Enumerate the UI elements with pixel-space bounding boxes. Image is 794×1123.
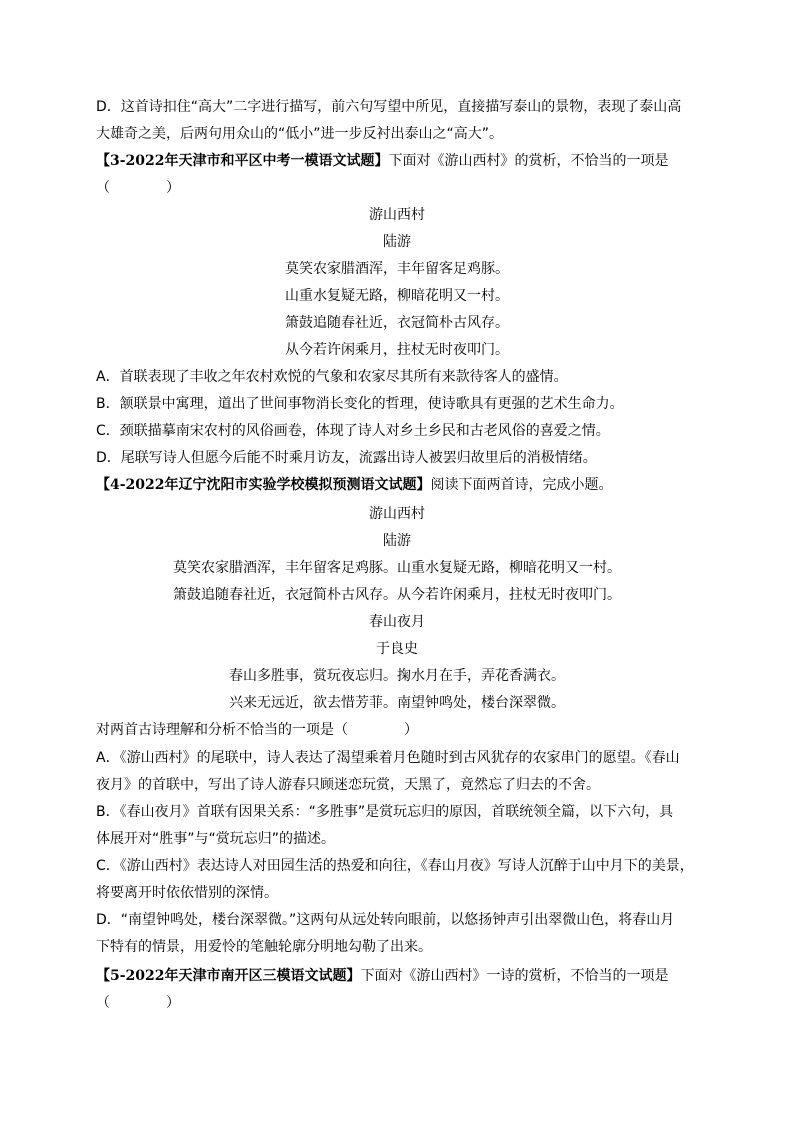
poem2-author: 于良史 (376, 641, 418, 657)
q4-prompt: 阅读下面两首诗，完成小题。 (430, 477, 613, 493)
q5-prompt: 下面对《游山西村》一诗的赏析，不恰当的一项是 (360, 968, 669, 984)
q3-option-a: A．首联表现了丰收之年农村欢悦的气象和农家尽其所有来款待客人的盛情。 (96, 369, 568, 385)
q3-answer-blank: （ ） (96, 180, 180, 196)
q2-option-d-line-2: 大雄奇之美，后两句用众山的“低小”进一步反衬出泰山之“高大”。 (96, 126, 504, 142)
q4-option-a-line-1: A．《游山西村》的尾联中，诗人表达了渴望乘着月色随时到古风犹存的农家串门的愿望。《春山 (96, 750, 680, 766)
q4-option-b-line-1: B．《春山夜月》首联有因果关系：“多胜事”是赏玩忘归的原因，首联统领全篇，以下六句，具 (96, 804, 674, 820)
q4-source-label: 【4-2022年辽宁沈阳市实验学校模拟预测语文试题】 (96, 477, 431, 493)
poem-line: 莫笑农家腊酒浑，丰年留客足鸡豚。 (285, 261, 509, 277)
poem-title: 游山西村 (369, 207, 425, 223)
poem1-line: 箫鼓追随春社近，衣冠简朴古风存。从今若许闲乘月，拄杖无时夜叩门。 (173, 587, 621, 603)
poem2-title: 春山夜月 (369, 614, 425, 630)
q5-source-label: 【5-2022年天津市南开区三模语文试题】 (96, 968, 361, 984)
q3-option-d: D．尾联写诗人但愿今后能不时乘月访友，流露出诗人被罢归故里后的消极情绪。 (96, 450, 597, 466)
q4-question: 对两首古诗理解和分析不恰当的一项是（ ） (96, 722, 418, 738)
poem2-line: 兴来无远近，欲去惜芳菲。南望钟鸣处，楼台深翠微。 (229, 695, 565, 711)
q3-source-label: 【3-2022年天津市和平区中考一模语文试题】 (96, 153, 389, 169)
poem-line: 山重水复疑无路，柳暗花明又一村。 (285, 288, 509, 304)
q3-header (96, 151, 669, 171)
q2-option-d-line-1: D．这首诗扣住“高大”二字进行描写，前六句写望中所见，直接描写泰山的景物，表现了泰山高 (96, 99, 682, 115)
poem1-author: 陆游 (383, 533, 411, 549)
q4-option-d-line-1: D．“南望钟鸣处，楼台深翠微。”这两句从远处转向眼前，以悠扬钟声引出翠微山色，将春山月 (96, 912, 675, 928)
q4-option-c-line-2: 将要离开时依依惜别的深情。 (96, 885, 278, 901)
q4-option-d-line-2: 下特有的情景，用爱怜的笔触轮廓分明地勾勒了出来。 (96, 939, 432, 955)
q5-header (96, 966, 669, 986)
q4-header (96, 475, 613, 495)
q5-answer-blank: （ ） (96, 995, 180, 1011)
q3-prompt: 下面对《游山西村》的赏析，不恰当的一项是 (388, 153, 669, 169)
q4-option-b-line-2: 体展开对“胜事”与“赏玩忘归”的描述。 (96, 831, 336, 847)
poem2-line: 春山多胜事，赏玩夜忘归。掬水月在手，弄花香满衣。 (229, 668, 565, 684)
poem-line: 箫鼓追随春社近，衣冠简朴古风存。 (285, 315, 509, 331)
poem1-line: 莫笑农家腊酒浑，丰年留客足鸡豚。山重水复疑无路，柳暗花明又一村。 (173, 560, 621, 576)
poem1-title: 游山西村 (369, 506, 425, 522)
poem-line: 从今若许闲乘月，拄杖无时夜叩门。 (285, 342, 509, 358)
q3-option-b: B．颔联景中寓理，道出了世间事物消长变化的哲理，使诗歌具有更强的艺术生命力。 (96, 396, 624, 412)
poem-author: 陆游 (383, 234, 411, 250)
q4-option-a-line-2: 夜月》的首联中，写出了诗人游春只顾迷恋玩赏，天黑了，竟然忘了归去的不舍。 (96, 777, 600, 793)
q3-option-c: C．颈联描摹南宋农村的风俗画卷，体现了诗人对乡土乡民和古老风俗的喜爱之情。 (96, 423, 610, 439)
q4-option-c-line-1: C．《游山西村》表达诗人对田园生活的热爱和向往，《春山月夜》写诗人沉醉于山中月下的美景， (96, 858, 694, 874)
